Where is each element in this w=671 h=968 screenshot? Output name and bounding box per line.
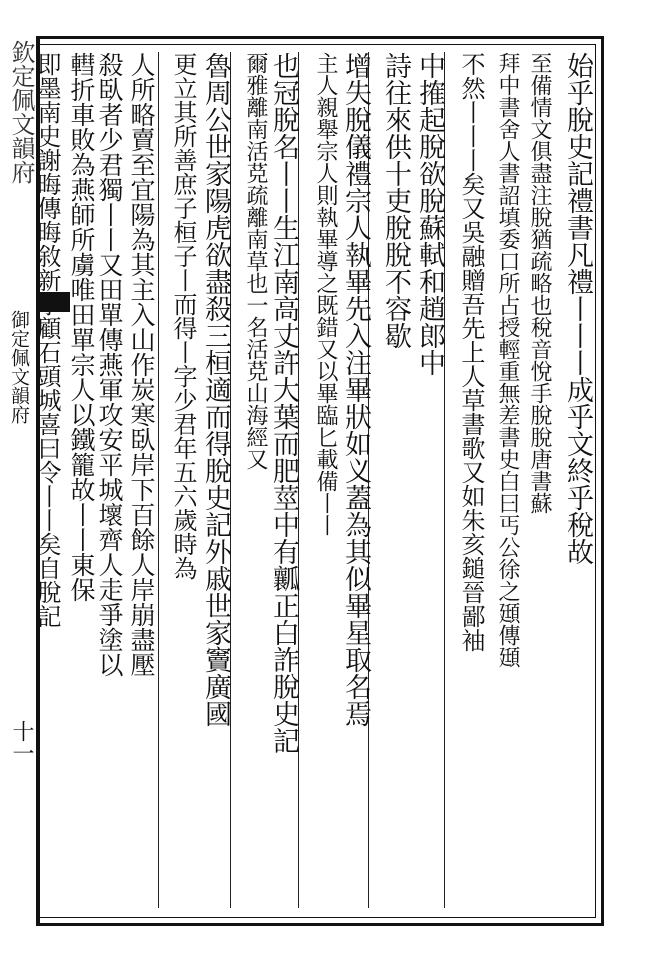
text-column-7: 增失脫儀禮宗人執畢先入注畢狀如义蓋為其似畢星取名焉 [340, 52, 371, 727]
text-column-14: 殺臥者少君獨丨丨又田單傳燕軍攻安平城壞齊人走爭塗以 [95, 52, 124, 677]
text-column-6: 詩往來供十吏脫脫不容歇 [380, 52, 411, 349]
text-column-1: 始乎脫史記禮書凡禮丨丨丨成乎文終乎稅故 [562, 52, 593, 565]
text-column-16: 即墨南史謝晦傳晦敘新亭顧石頭城喜曰令丨丨矣自脫記 [33, 52, 61, 628]
text-column-5: 中搉起脫欲脫蘇軾和趙郎中 [414, 52, 445, 376]
text-column-10: 爾雅離南活莌疏離南草也一名活莌山海經又 [243, 52, 268, 470]
text-column-15: 轊折車敗為燕師所虜唯田單宗人以鐵籠故丨丨東保 [67, 52, 96, 602]
margin-edition-tag: 御定佩文韻府 [8, 310, 30, 424]
text-column-13: 人所略賣至宜陽為其主入山作炭寒臥岸下百餘人岸崩盡壓 [127, 52, 156, 677]
text-column-3: 拜中書舍人書詔填委口所占授輕重無差書史白曰丐公徐之頲傳頲 [495, 52, 520, 668]
text-column-2: 至備情文俱盡注脫猶疏略也稅音悅手脫脫唐書蘇 [527, 52, 552, 514]
text-column-4: 不然丨丨丨矣又吳融贈吾先上人草書歌又如朱亥鎚晉鄙袖 [457, 52, 485, 652]
page-number: 十一 [9, 720, 34, 764]
text-column-12: 更立其所善庶子桓子丨而得丨字少君年五六歲時為 [169, 52, 197, 580]
text-column-11: 魯周公世家陽虎欲盡殺三桓適而得脫史記外戚世家竇廣國 [200, 52, 231, 727]
text-column-8: 主人親舉宗人則執畢導之既錯又以畢臨匕載備丨丨 [313, 52, 338, 536]
text-column-9: 也冠脫名丨丨生江南高丈許大葉而肥莖中有瓤正白詐脫史記 [268, 52, 299, 754]
margin-book-title: 欽定佩文韻府 [7, 40, 35, 184]
